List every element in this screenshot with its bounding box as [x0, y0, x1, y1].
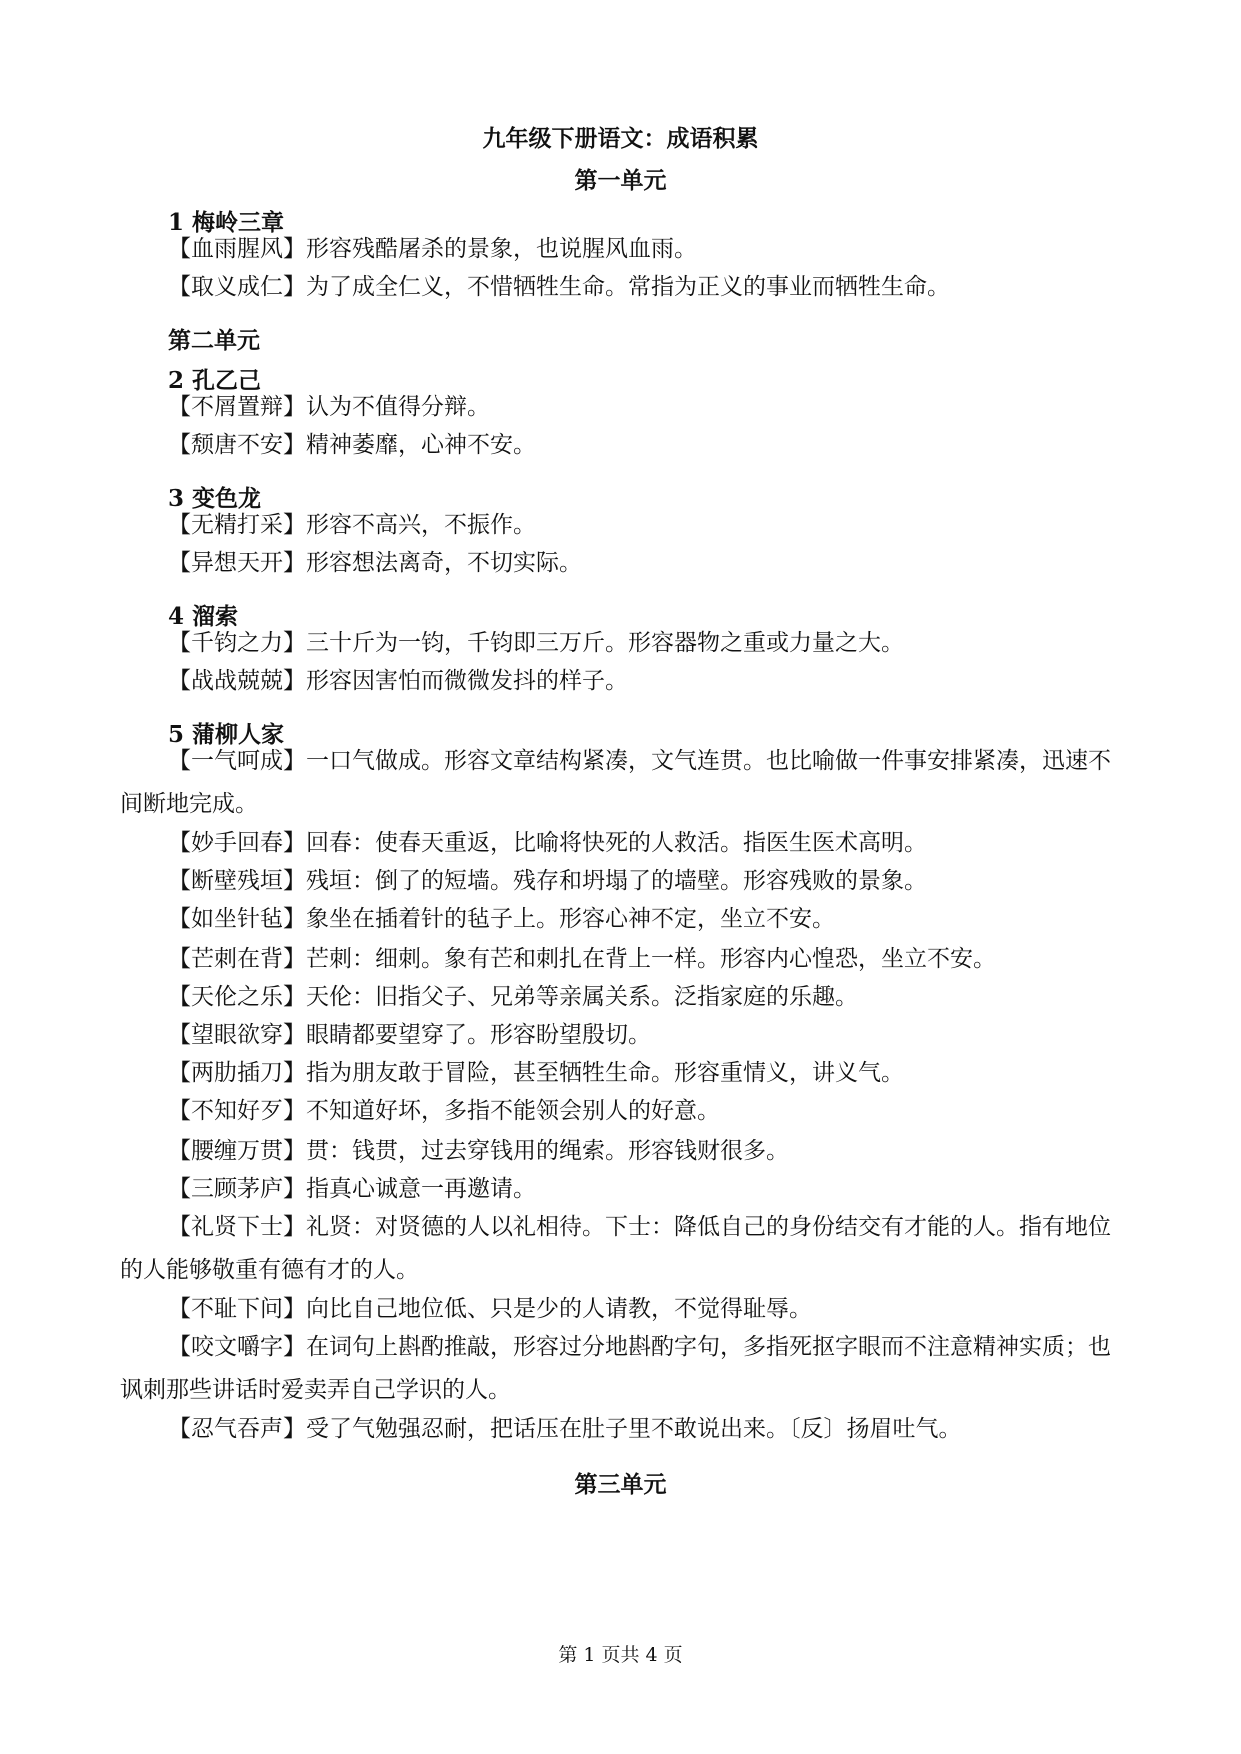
- idiom-definition: 贯：钱贯，过去穿钱用的绳索。形容钱财很多。: [306, 1138, 789, 1164]
- idiom-definition: 一口气做成。形容文章结构紧凑，文气连贯。也比喻做一件事安排紧凑，迅速不间断地完成。: [120, 748, 1111, 817]
- unit-heading-1: 第一单元: [574, 167, 667, 194]
- idiom-definition: 礼贤：对贤德的人以礼相待。下士：降低自己的身份结交有才能的人。指有地位的人能够敬重有德有才的人。: [120, 1214, 1111, 1283]
- idiom-term: 【颓唐不安】: [168, 432, 306, 458]
- idiom-term: 【千钧之力】: [168, 630, 306, 656]
- idiom-term: 【血雨腥风】: [168, 236, 306, 262]
- idiom-term: 【不知好歹】: [168, 1098, 306, 1124]
- idiom-term: 【断壁残垣】: [168, 868, 306, 894]
- idiom-definition: 向比自己地位低、只是少的人请教，不觉得耻辱。: [306, 1296, 812, 1322]
- idiom-definition: 不知道好坏，多指不能领会别人的好意。: [306, 1098, 720, 1124]
- idiom-definition: 受了气勉强忍耐，把话压在肚子里不敢说出来。〔反〕扬眉吐气。: [306, 1416, 962, 1442]
- idiom-term: 【无精打采】: [168, 512, 306, 538]
- idiom-definition: 天伦：旧指父子、兄弟等亲属关系。泛指家庭的乐趣。: [306, 984, 858, 1010]
- idiom-definition: 精神萎靡，心神不安。: [306, 432, 536, 458]
- idiom-entry: [120, 266, 1125, 309]
- idiom-definition: 在词句上斟酌推敲，形容过分地斟酌字句，多指死抠字眼而不注意精神实质；也讽刺那些讲话时爱卖弄自己学识的人。: [120, 1334, 1111, 1403]
- idiom-definition: 芒刺：细刺。象有芒和刺扎在背上一样。形容内心惶恐，坐立不安。: [306, 946, 996, 972]
- idiom-entry: [120, 424, 1125, 467]
- idiom-entry: [120, 504, 1125, 547]
- idiom-term: 【不屑置辩】: [168, 394, 306, 420]
- idiom-definition: 形容残酷屠杀的景象，也说腥风血雨。: [306, 236, 697, 262]
- idiom-entry: [120, 386, 1125, 429]
- idiom-definition: 形容想法离奇，不切实际。: [306, 550, 582, 576]
- idiom-definition: 象坐在插着针的毡子上。形容心神不定，坐立不安。: [306, 906, 835, 932]
- idiom-entry: [120, 1206, 1125, 1292]
- idiom-term: 【不耻下问】: [168, 1296, 306, 1322]
- idiom-term: 【咬文嚼字】: [168, 1334, 306, 1360]
- idiom-entry: [120, 542, 1125, 585]
- idiom-entry: [120, 1408, 1125, 1451]
- idiom-entry: [120, 860, 1125, 903]
- idiom-term: 【异想天开】: [168, 550, 306, 576]
- lesson-heading-1: 1 梅岭三章: [168, 209, 285, 236]
- lesson-heading-3: 3 变色龙: [168, 485, 262, 512]
- idiom-definition: 残垣：倒了的短墙。残存和坍塌了的墙壁。形容残败的景象。: [306, 868, 927, 894]
- idiom-entry: [120, 660, 1125, 703]
- idiom-entry: [120, 1130, 1125, 1173]
- idiom-entry: [120, 228, 1125, 271]
- idiom-term: 【如坐针毡】: [168, 906, 306, 932]
- idiom-entry: [120, 822, 1125, 865]
- idiom-term: 【天伦之乐】: [168, 984, 306, 1010]
- idiom-term: 【望眼欲穿】: [168, 1022, 306, 1048]
- idiom-entry: [120, 1168, 1125, 1211]
- lesson-heading-2: 2 孔乙己: [168, 367, 262, 394]
- idiom-definition: 指为朋友敢于冒险，甚至牺牲生命。形容重情义，讲义气。: [306, 1060, 904, 1086]
- idiom-definition: 为了成全仁义，不惜牺牲生命。常指为正义的事业而牺牲生命。: [306, 274, 950, 300]
- idiom-entry: [120, 740, 1125, 826]
- idiom-term: 【取义成仁】: [168, 274, 306, 300]
- idiom-entry: [120, 1014, 1125, 1057]
- idiom-entry: [120, 938, 1125, 981]
- idiom-term: 【芒刺在背】: [168, 946, 306, 972]
- idiom-definition: 形容因害怕而微微发抖的样子。: [306, 668, 628, 694]
- idiom-definition: 指真心诚意一再邀请。: [306, 1176, 536, 1202]
- unit-heading-2: 第二单元: [168, 327, 260, 354]
- idiom-entry: [120, 898, 1125, 941]
- idiom-term: 【战战兢兢】: [168, 668, 306, 694]
- idiom-entry: [120, 622, 1125, 665]
- lesson-heading-5: 5 蒲柳人家: [168, 721, 285, 748]
- idiom-term: 【忍气吞声】: [168, 1416, 306, 1442]
- idiom-entry: [120, 1326, 1125, 1412]
- idiom-term: 【两肋插刀】: [168, 1060, 306, 1086]
- idiom-term: 【一气呵成】: [168, 748, 306, 774]
- idiom-term: 【三顾茅庐】: [168, 1176, 306, 1202]
- idiom-entry: [120, 1090, 1125, 1133]
- idiom-definition: 眼睛都要望穿了。形容盼望殷切。: [306, 1022, 651, 1048]
- idiom-term: 【腰缠万贯】: [168, 1138, 306, 1164]
- idiom-definition: 认为不值得分辩。: [306, 394, 490, 420]
- idiom-entry: [120, 1052, 1125, 1095]
- unit-heading-3: 第三单元: [574, 1471, 667, 1498]
- idiom-term: 【妙手回春】: [168, 830, 306, 856]
- lesson-heading-4: 4 溜索: [168, 603, 239, 630]
- idiom-entry: [120, 976, 1125, 1019]
- page-footer: 第 1 页共 4 页: [558, 1644, 683, 1666]
- idiom-entry: [120, 1288, 1125, 1331]
- idiom-definition: 三十斤为一钧，千钧即三万斤。形容器物之重或力量之大。: [306, 630, 904, 656]
- idiom-term: 【礼贤下士】: [168, 1214, 306, 1240]
- idiom-definition: 形容不高兴，不振作。: [306, 512, 536, 538]
- idiom-definition: 回春：使春天重返，比喻将快死的人救活。指医生医术高明。: [306, 830, 927, 856]
- document-title: 九年级下册语文：成语积累: [482, 125, 759, 152]
